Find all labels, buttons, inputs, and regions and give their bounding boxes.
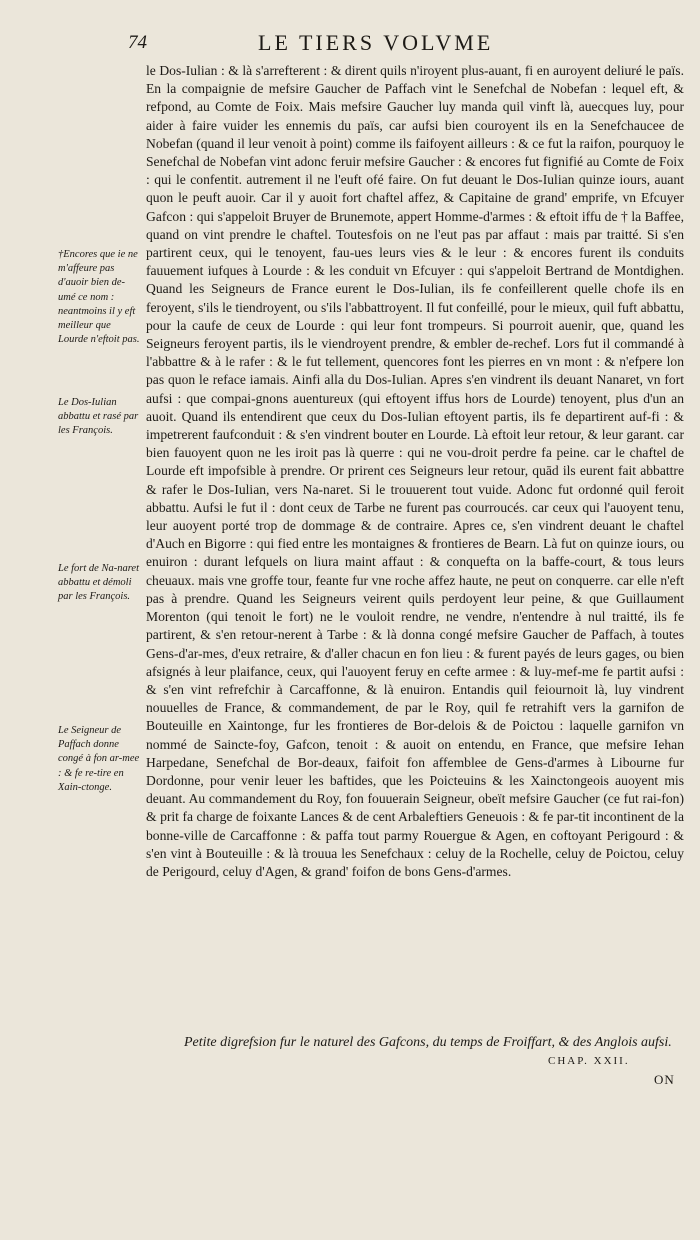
- running-title: LE TIERS VOLVME: [258, 30, 494, 55]
- main-text-block: [146, 62, 684, 881]
- chapter-label: CHAP. XXII.: [548, 1055, 630, 1067]
- page-number: 74: [128, 32, 147, 53]
- catchword: ON: [654, 1072, 675, 1087]
- body-paragraph: le Dos-Iulian : & là s'arrefterent : & dirent quils n'iroyent plus-auant, fi en auroyent deliuré le païs. En la compaignie de mefsire Gaucher de Paffach vint le Senefchal de Nobefan : lequel eft, & refpond, au Comte de Foix. Mais mefsire Gaucher luy manda quil vinft là, auecques luy, pour aider à faire vuider les ennemis du païs, car aufsi bien couroyent ils en la Senefchaucee de Nobefan (quand il leur venoit à point) comme ils faifoyent ailleurs : & ce fut la raifon, pourquoy le Senefchal de Nobefan vint adonc feruir mefsire Gaucher : & encores fut fignifié au Comte de Foix : qui le confentit. autrement il ne l'euft ofé faire. On fut deuant le Dos-Iulian quinze iours, auant quon le peuft auoir. Car il y auoit fort chaftel affez, & Capitaine de grand' emprife, vn Efcuyer Gafcon : qui s'appeloit Bruyer de Brunemote, appert Homme-d'armes : & eftoit iffu de † la Baffee, quand on vint prendre le chaftel. Toutesfois on ne l'eut pas par affaut : mais par traitté. Si s'en partirent ceux, qui le tenoyent, fau-ues leurs vies & le leur : & encores furent ils conduits fauuement iufques à Lourde : & les conduit vn Efcuyer : qui s'appeloit Bertrand de Montdighen. Quand les Seigneurs de France eurent le Dos-Iulian, ils fe confeillerent quelle chofe ils en feroyent, s'ils le tiendroyent, ou s'ils l'abbattroyent. Il fut confeillé, pour le mieux, quil fuft abbattu, pour la caufe de ceux de Lourde : qui leur font trompeurs. Si pourroit auenir, que, quand les Seigneurs feroyent partis, ils le viendroyent prendre, & embler de-rechef. Lors fut il commandé à l'abbattre & à le rafer : & le fut tellement, quencores font les pierres en vn mont : & n'efpere lon pas quon le reface iamais. Ainfi alla du Dos-Iulian. Apres s'en vindrent ils deuant Nanaret, vn fort aufsi : que compai-gnons auentureux (qui eftoyent iffus hors de Lourde) tenoyent, plus d'un an auoit. Quand ils entendirent que ceux du Dos-Iulian eftoyent partis, ils fe departirent auf-fi : & impetrerent faufconduit : & s'en vindrent bouter en Lourde. Là eftoit leur retour, & leur garant. car bien fauoyent quon ne les iroit pas là querre : qui ne vou-droit perdre fa peine. car le chaftel de Lourde eft impofsible à prendre. Or prirent ces Seigneurs leur retour, quād ils eurent fait abbattre & rafer le Dos-Iulian, vers Na-naret. Si le trouuerent tout vuide. Adonc fut ordonné quil feroit abbattu. Aufsi le fut il : dont ceux de Tarbe ne furent pas courroucés. car ceux qui l'auoyent tenu, leur auoyent porté trop de dommage & de contraire. Apres ce, s'en vindrent deuant le chaftel d'Auch en Bigorre : qui fied entre les montaignes & frontieres de Bearn. Là fut on quinze iours, ou enuiron : durant lefquels on liura maint affaut : & conquefta on la baffe-court, & tous leurs cheuaux. mais vne groffe tour, feante fur vne roche affez haute, ne peut on conquerre. car elle n'eft pas à prendre. Quand les Seigneurs veirent quils perdoyent leur peine, & que Guillaument Morenton (qui tenoit le fort) ne le vouloit rendre, ne vendre, n'entendre à nul traitté, ils fe partirent, & s'en retour-nerent à Tarbe : & là donna congé mefsire Gaucher de Paffach, à toutes Gens-d'ar-mes, d'eux retraire, & d'aller chacun en fon lieu : & furent payés de leurs gages, ou bien afsignés à leur plaifance, ceux, qui l'auoyent feruy en cefte armee : & luy-mef-me fe partit aufsi : & s'en vint refrefchir à Carcaffonne, & là enuiron. Entandis quil feiournoit là, luy vindrent nouuelles de France, & commandement, de par le Roy, quil fe retrahift vers la garnifon de Bouteuille en Xaintonge, fur les frontieres de Bor-delois & de Poictou : laquelle garnifon vn nommé de Saincte-foy, Gafcon, tenoit : & auoit on entendu, en France, que mefsire Iehan Harpedane, Senefchal de Bor-deaux, faifoit fon affemblee de Gens-d'armes à Libourne fur Dordonne, pour venir leuer les baftides, que les Poicteuins & les Xainctongeois auoyent mis deuant. Au commandement du Roy, fon fouuerain Seigneur, obeït mefsire Gaucher (ce fut rai-fon) & prit fa charge de foixante Lances & de cent Arbaleftiers Geneuois : & fe par-tit incontinent de la bonne-ville de Carcaffonne : & paffa tout parmy Rouergue & Agen, en coftoyant Perigourd : & s'en vint à Bouteuille : & là trouua les Senefchaux : celuy de la Rochelle, celuy de Poictou, celuy de Perigourd, celuy d'Agen, & grand' foifon de bons Gens-d'armes.: [146, 63, 684, 879]
- chapter-heading: Petite digrefsion fur le naturel des Gafcons, du temps de Froiffart, & des Anglois aufsi.: [184, 1035, 672, 1050]
- page-header: [128, 30, 588, 58]
- margin-note-dos-iulian: Le Dos-Iulian abbattu et rasé par les François.: [58, 397, 139, 437]
- margin-note-encores: †Encores que ie ne m'affeure pas d'auoir bien de-umé ce nom : neantmoins il y eft meilleur que Lourde n'eftoit pas.: [58, 249, 140, 346]
- margin-note-nanaret: Le fort de Na-naret abbattu et démoli par les François.: [58, 563, 139, 603]
- margin-note-passach: Le Seigneur de Paffach donne congé à fon ar-mee : & fe re-tire en Xain-ctonge.: [58, 725, 140, 793]
